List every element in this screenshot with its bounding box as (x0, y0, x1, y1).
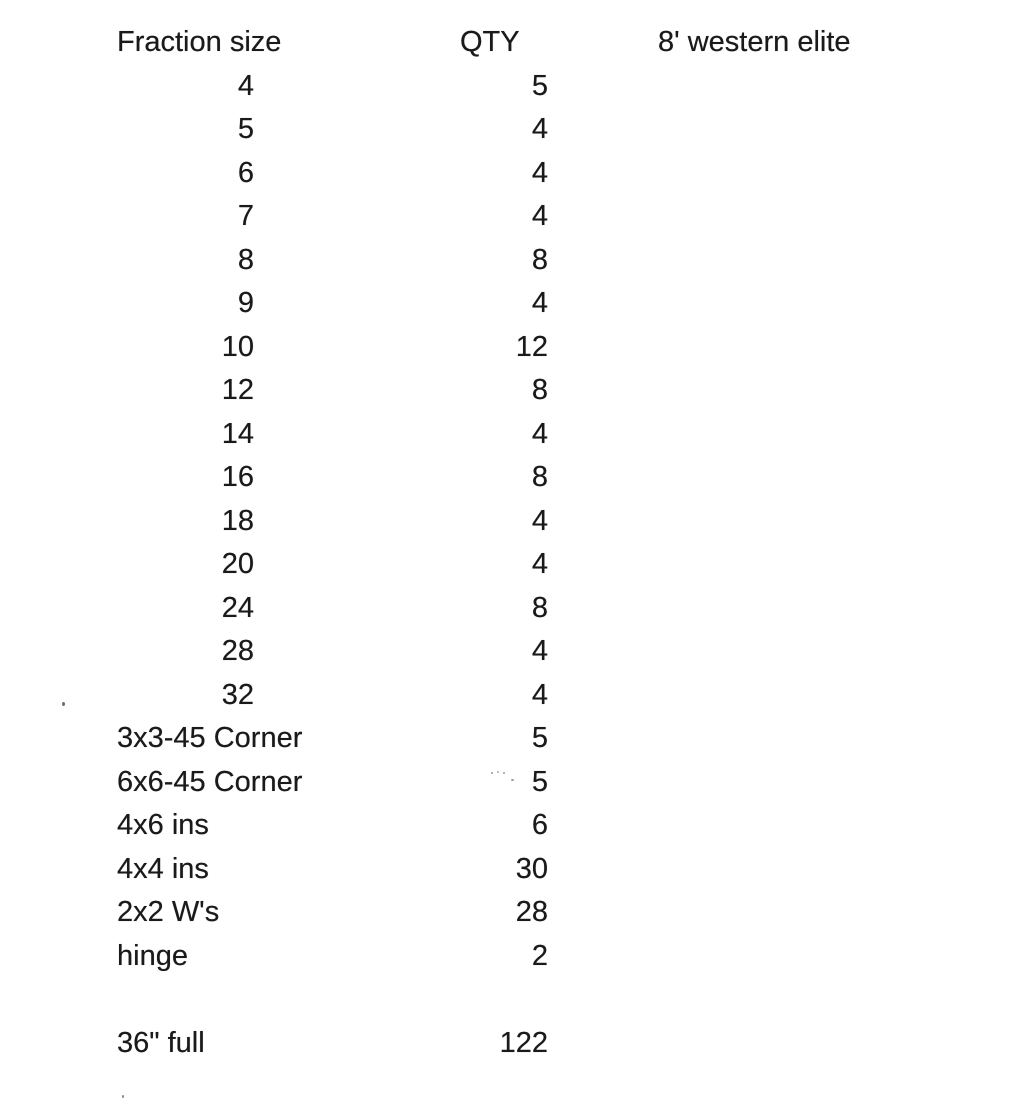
table-row (0, 717, 1013, 761)
table-row (0, 152, 1013, 196)
size-cell: 12 (221, 374, 254, 406)
qty-cell: 4 (531, 113, 548, 145)
size-cell: 5 (237, 113, 254, 145)
table-row (0, 326, 1013, 370)
qty-cell: 6 (531, 809, 548, 841)
size-cell: 3x3-45 Corner (117, 722, 303, 754)
table-row (0, 282, 1013, 326)
qty-cell: 2 (531, 939, 548, 972)
size-cell: 4x6 ins (117, 809, 209, 841)
qty-cell: 28 (515, 896, 548, 928)
qty-cell: 8 (531, 591, 548, 624)
table-row (0, 761, 1013, 805)
scan-smudge-dot (491, 772, 493, 774)
table-row (0, 630, 1013, 674)
qty-cell: 122 (499, 1026, 548, 1059)
size-cell: 8 (237, 243, 254, 276)
table-row (0, 587, 1013, 631)
size-cell: 16 (221, 461, 254, 493)
size-cell: 7 (237, 200, 254, 232)
table-row (0, 369, 1013, 413)
table-row (0, 413, 1013, 457)
qty-cell: 4 (531, 504, 548, 537)
scan-smudge-dot (511, 779, 514, 781)
size-cell: 36" full (117, 1026, 205, 1059)
scan-speck (122, 1095, 124, 1098)
qty-cell: 4 (531, 200, 548, 232)
qty-cell: 12 (515, 330, 548, 363)
size-cell: 10 (221, 330, 254, 363)
size-cell: 24 (221, 591, 254, 624)
qty-cell: 30 (515, 852, 548, 885)
qty-cell: 8 (531, 461, 548, 493)
qty-cell: 4 (531, 635, 548, 667)
size-cell: 2x2 W's (117, 896, 220, 928)
scan-speck (62, 702, 65, 706)
table-row (0, 108, 1013, 152)
table-row (0, 848, 1013, 892)
qty-cell: 5 (531, 765, 548, 798)
table-row (0, 674, 1013, 718)
qty-cell: 4 (531, 678, 548, 711)
column-header-qty: QTY (460, 26, 520, 58)
qty-cell: 5 (531, 69, 548, 102)
size-cell: 4 (237, 69, 254, 102)
size-cell: 6 (237, 156, 254, 189)
size-cell: 32 (221, 678, 254, 711)
qty-cell: 8 (531, 243, 548, 276)
qty-cell: 4 (531, 548, 548, 580)
size-cell: 4x4 ins (117, 852, 209, 885)
table-row-blank (0, 978, 1013, 1022)
size-cell: 20 (221, 548, 254, 580)
table-row (0, 543, 1013, 587)
qty-cell: 5 (531, 722, 548, 754)
size-cell: hinge (117, 939, 188, 972)
table-row (0, 500, 1013, 544)
inventory-sheet (0, 21, 1013, 1065)
table-row (0, 239, 1013, 283)
scan-smudge-dot (503, 772, 505, 774)
qty-cell: 8 (531, 374, 548, 406)
qty-cell: 4 (531, 156, 548, 189)
table-row (0, 935, 1013, 979)
table-header-row (0, 21, 1013, 65)
qty-cell: 4 (531, 287, 548, 319)
qty-cell: 4 (531, 417, 548, 450)
size-cell: 18 (221, 504, 254, 537)
table-row (0, 1022, 1013, 1066)
qty-cell (448, 978, 548, 1022)
table-row (0, 456, 1013, 500)
column-header-fraction-size: Fraction size (117, 26, 282, 58)
size-cell: 6x6-45 Corner (117, 765, 303, 798)
table-row (0, 891, 1013, 935)
size-cell: 14 (221, 417, 254, 450)
size-cell: 28 (221, 635, 254, 667)
column-header-product: 8' western elite (658, 26, 851, 58)
size-cell: 9 (237, 287, 254, 319)
scan-smudge-dot (497, 771, 499, 773)
table-row (0, 804, 1013, 848)
table-row (0, 65, 1013, 109)
table-row (0, 195, 1013, 239)
